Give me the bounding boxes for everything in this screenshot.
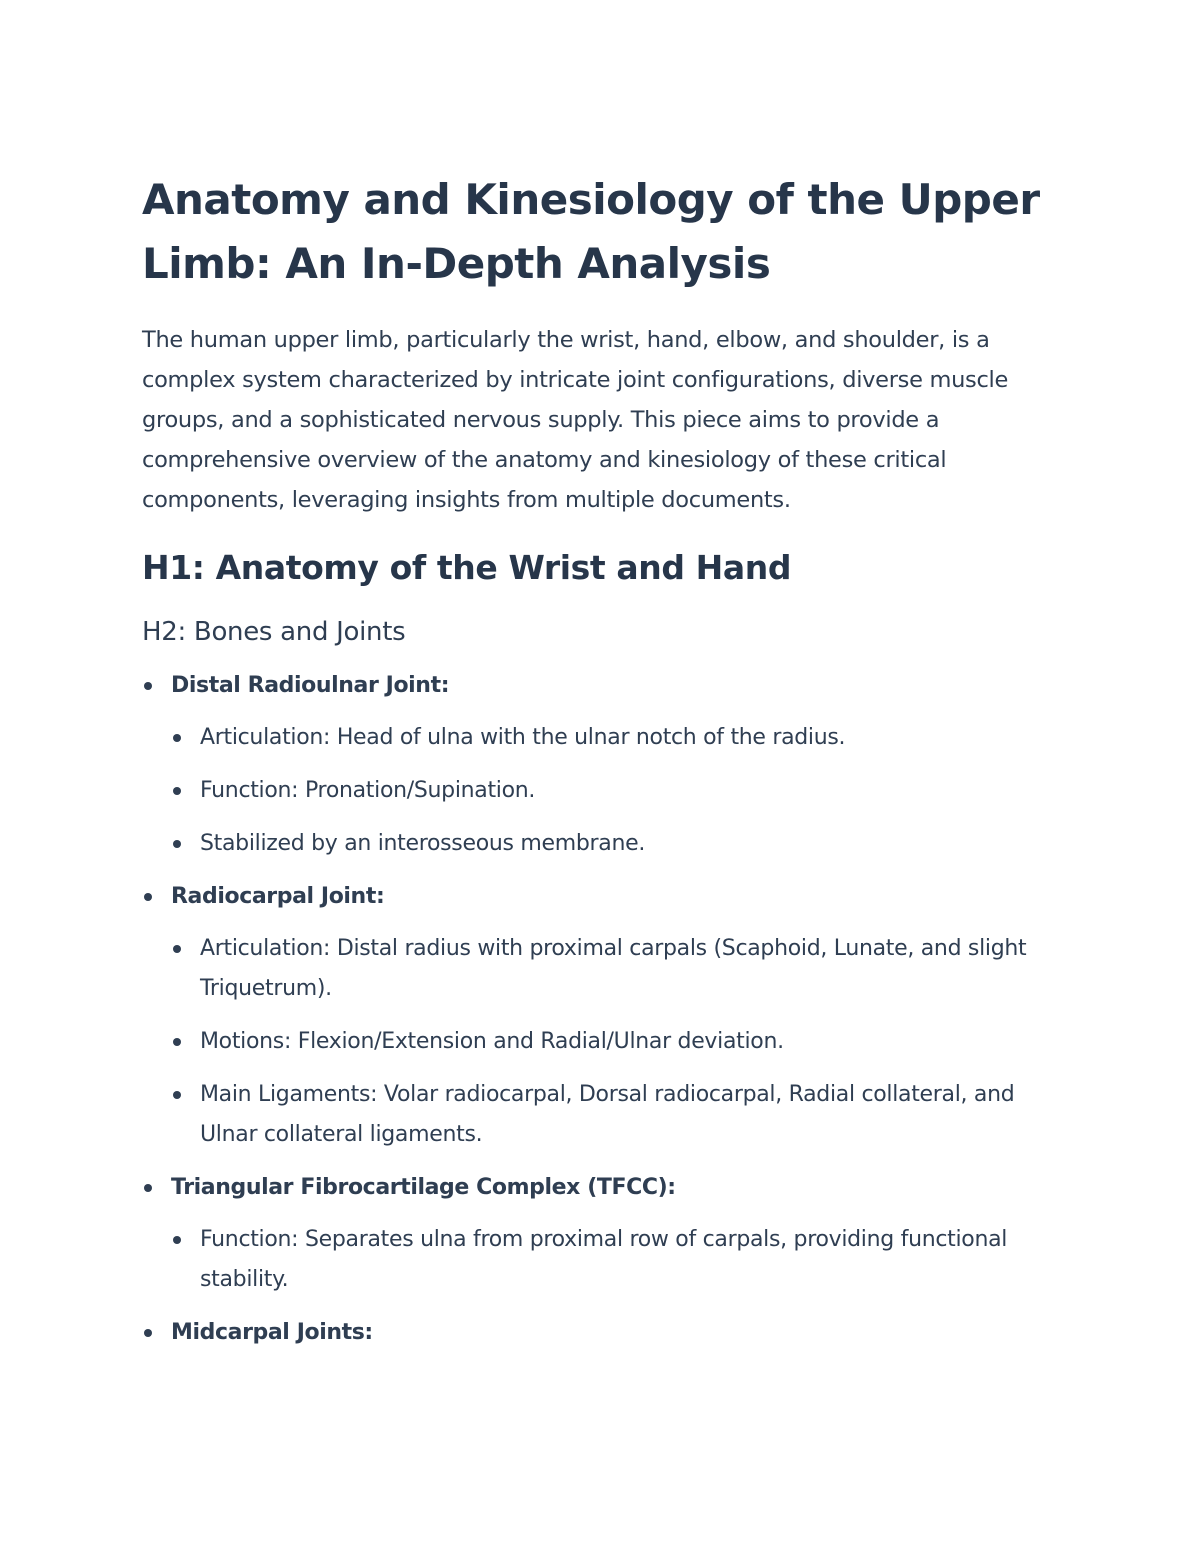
sub-list [171,1220,1072,1300]
sub-list [171,929,1072,1155]
sub-list-item-text: Main Ligaments: Volar radiocarpal, Dorsal radiocarpal, Radial collateral, and Ulnar collateral ligaments. [200,1082,1015,1147]
bullet-icon [144,1329,152,1337]
joint-list [142,666,1072,1353]
sub-list-item [171,824,1072,864]
list-item-label: Distal Radioulnar Joint: [171,673,450,698]
sub-list-item-text: Articulation: Head of ulna with the ulnar notch of the radius. [200,725,846,750]
section-heading-h1: H1: Anatomy of the Wrist and Hand [142,548,792,587]
bullet-icon [144,1184,152,1192]
list-item-label: Triangular Fibrocartilage Complex (TFCC): [171,1175,676,1200]
sub-list-item-text: Motions: Flexion/Extension and Radial/Ulnar deviation. [200,1029,784,1054]
list-item [142,1313,1072,1353]
sub-list-item [171,929,1072,1009]
sub-list [171,718,1072,864]
sub-list-item [171,1220,1072,1300]
list-item [142,666,1072,864]
bullet-icon [173,734,181,742]
sub-list-item [171,718,1072,758]
bullet-icon [173,1038,181,1046]
bullet-icon [173,945,181,953]
bullet-icon [173,1091,181,1099]
bullet-icon [173,787,181,795]
intro-paragraph: The human upper limb, particularly the wrist, hand, elbow, and shoulder, is a complex system characterized by intricate joint configurations, diverse muscle groups, and a sophisticated nervous supply. This piece aims to provide a comprehensive overview of the anatomy and kinesiology of these critical components, leveraging insights from multiple documents. [142,327,1009,513]
list-item [142,1168,1072,1300]
bullet-icon [144,893,152,901]
sub-list-item-text: Function: Pronation/Supination. [200,778,536,803]
bullet-icon [173,840,181,848]
bullet-icon [144,682,152,690]
document-title: Anatomy and Kinesiology of the Upper Limb: An In-Depth Analysis [142,175,1040,288]
sub-list-item-text: Function: Separates ulna from proximal row of carpals, providing functional stability. [200,1227,1008,1292]
bullet-icon [173,1236,181,1244]
sub-list-item [171,1075,1072,1155]
sub-list-item-text: Articulation: Distal radius with proximal carpals (Scaphoid, Lunate, and slight Triquetrum). [200,936,1027,1001]
sub-list-item [171,1022,1072,1062]
list-item [142,877,1072,1155]
sub-list-item [171,771,1072,811]
list-item-label: Midcarpal Joints: [171,1320,373,1345]
list-item-label: Radiocarpal Joint: [171,884,385,909]
sub-list-item-text: Stabilized by an interosseous membrane. [200,831,646,856]
subsection-heading-h2: H2: Bones and Joints [142,617,406,647]
document-page [142,168,1072,1366]
